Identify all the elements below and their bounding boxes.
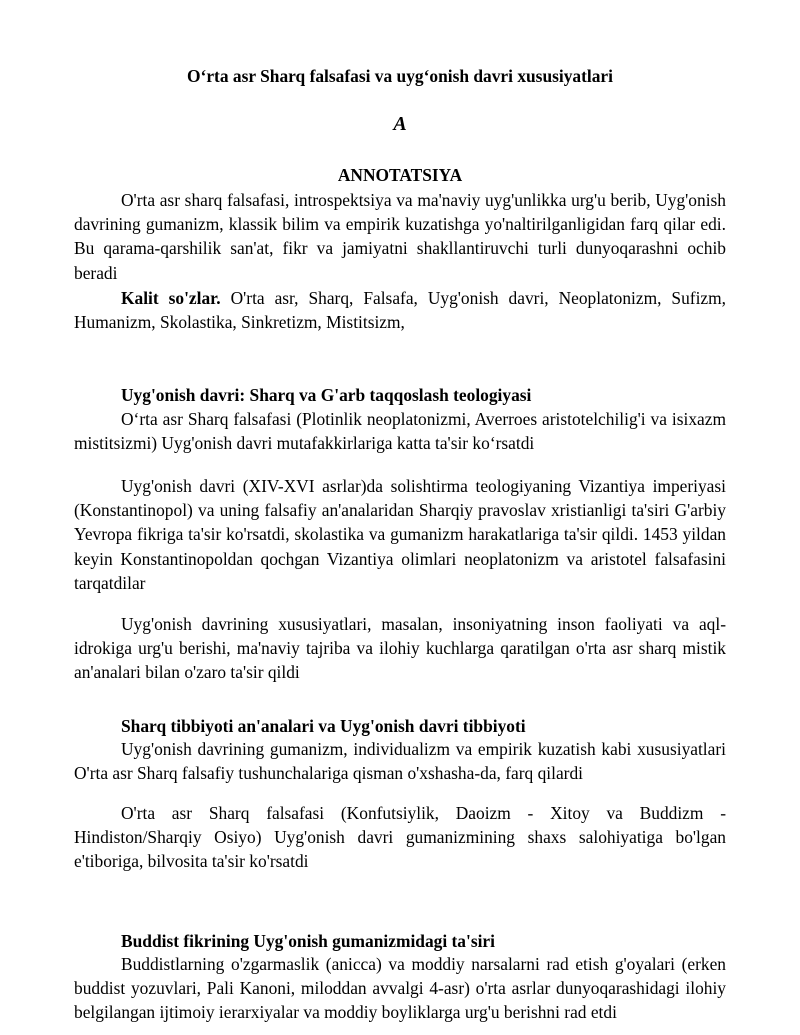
author-initial: A bbox=[393, 113, 407, 135]
section-paragraph: O‘rta asr Sharq falsafasi (Plotinlik neoplatonizmi, Averroes aristotelchilig'i va isixazm mistitsizmi) Uyg'onish davri mutafakkirlariga katta ta'sir ko‘rsatdi bbox=[74, 409, 726, 454]
section-heading: Uyg'onish davri: Sharq va G'arb taqqoslash teologiyasi bbox=[121, 385, 532, 405]
section-paragraph: Uyg'onish davrining gumanizm, individualizm va empirik kuzatish kabi xususiyatlari O'rta asr Sharq falsafiy tushunchalariga qisman o'xshasha-da, farq qilardi bbox=[74, 739, 726, 784]
keywords-label: Kalit so'zlar. bbox=[121, 288, 221, 308]
section-heading: Sharq tibbiyoti an'analari va Uyg'onish davri tibbiyoti bbox=[121, 716, 526, 736]
section-paragraph: Uyg'onish davrining xususiyatlari, masalan, insoniyatning inson faoliyati va aql-idrokiga urg'u berishi, ma'naviy tajriba va ilohiy kuchlarga qaratilgan o'rta asr sharq mistik an'analari bilan o'zaro ta'sir qildi bbox=[74, 614, 726, 683]
section-paragraph: Uyg'onish davri (XIV-XVI asrlar)da solishtirma teologiyaning Vizantiya imperiyasi (Konstantinopol) va uning falsafiy an'analaridan Sharqiy pravoslav xristianligi ta'siri G'arbiy Yevropa fikriga ta'sir ko'rsatdi, skolastika va gumanizm harakatlariga ta'sir qildi. 1453 yildan keyin Konstantinopoldan qochgan Vizantiya olimlari neoplatonizm va aristotel falsafasini tarqatdilar bbox=[74, 476, 726, 593]
section-heading: Buddist fikrining Uyg'onish gumanizmidagi ta'siri bbox=[121, 931, 495, 951]
annotation-heading: ANNOTATSIYA bbox=[337, 165, 463, 185]
section-paragraph: O'rta asr Sharq falsafasi (Konfutsiylik, Daoizm - Xitoy va Buddizm - Hindiston/Sharqiy Osiyo) Uyg'onish davri gumanizmining shaxs salohiyatiga bo'lgan e'tiboriga, bilvosita ta'sir ko'rsatdi bbox=[74, 803, 726, 872]
document-title: O‘rta asr Sharq falsafasi va uyg‘onish davri xususiyatlari bbox=[187, 66, 613, 86]
annotation-paragraph: O'rta asr sharq falsafasi, introspektsiya va ma'naviy uyg'unlikka urg'u berib, Uyg'onish davrining gumanizm, klassik bilim va empirik kuzatishga yo'naltirilganligidan farq qilar edi. Bu qarama-qarshilik san'at, fikr va jamiyatni shakllantiruvchi turli dunyoqarashni ochib beradi bbox=[74, 190, 726, 283]
section-paragraph: Buddistlarning o'zgarmaslik (anicca) va moddiy narsalarni rad etish g'oyalari (erken buddist yozuvlari, Pali Kanoni, miloddan avvalgi 4-asr) o'rta asrlar dunyoqarashidagi ilohiy belgilangan ijtimoiy ierarxiyalar va moddiy boyliklarga urg'u berishni rad etdi bbox=[74, 954, 726, 1023]
keywords-text: O'rta asr, Sharq, Falsafa, Uyg'onish davri, Neoplatonizm, Sufizm, Humanizm, Skolastika, Sinkretizm, Mistitsizm, bbox=[74, 288, 726, 333]
keywords-paragraph bbox=[74, 286, 726, 334]
